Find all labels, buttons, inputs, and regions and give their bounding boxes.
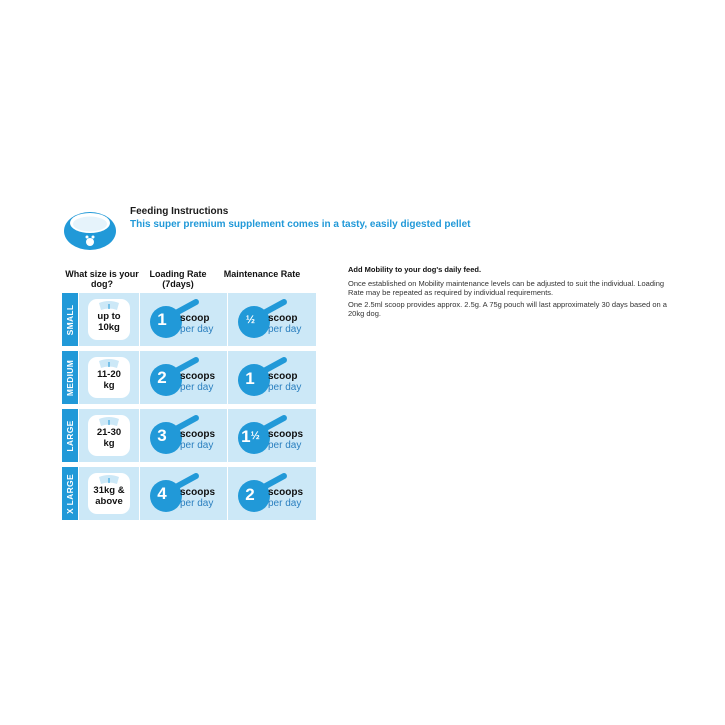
size-label-bar	[62, 293, 78, 346]
table-row	[62, 351, 316, 404]
maintenance-per-day: per day	[268, 382, 302, 393]
loading-per-day: per day	[180, 324, 214, 335]
weight-line-1: up to	[97, 311, 121, 322]
size-label-bar	[62, 409, 78, 462]
size-label-bar	[62, 351, 78, 404]
page-title: Feeding Instructions	[130, 206, 229, 217]
maintenance-per-day: per day	[268, 440, 302, 451]
maintenance-number	[232, 310, 268, 331]
table-row	[62, 293, 316, 346]
weight-cell	[79, 409, 139, 462]
weight-line-2: kg	[103, 380, 115, 391]
weight-range	[85, 369, 133, 391]
table-row	[62, 467, 316, 520]
weight-cell	[79, 293, 139, 346]
description-title: Add Mobility to your dog's daily feed.	[348, 265, 482, 274]
loading-rate-cell	[140, 293, 227, 346]
column-header-size: What size is your dog?	[65, 269, 139, 289]
maintenance-number	[232, 484, 268, 505]
loading-per-day: per day	[180, 440, 214, 451]
weight-range	[85, 485, 133, 507]
maintenance-fraction: ½	[245, 314, 255, 326]
loading-per-day: per day	[180, 382, 214, 393]
loading-number: 2	[157, 368, 167, 387]
dog-bowl-icon	[62, 205, 122, 255]
maintenance-rate-cell	[228, 467, 316, 520]
weight-line-1: 31kg &	[93, 485, 125, 496]
maintenance-unit: scoops	[268, 429, 304, 440]
column-header-loading: Loading Rate (7days)	[149, 269, 207, 289]
size-label: SMALL	[65, 304, 75, 335]
maintenance-number	[232, 368, 268, 389]
maintenance-number	[232, 426, 268, 447]
maintenance-unit: scoop	[268, 313, 298, 324]
maintenance-rate-cell	[228, 293, 316, 346]
maintenance-rate-cell	[228, 409, 316, 462]
weight-range	[85, 427, 133, 449]
weight-cell	[79, 351, 139, 404]
loading-number: 4	[157, 484, 167, 503]
size-label: LARGE	[65, 419, 75, 452]
weight-line-1: 11-20	[97, 369, 121, 380]
weight-cell	[79, 467, 139, 520]
description-paragraph-1: Once established on Mobility maintenance levels can be adjusted to suit the individual. Loading Rate may be repeated as required by individual requirements.	[348, 279, 665, 297]
loading-per-day: per day	[180, 498, 214, 509]
loading-unit: scoop	[180, 313, 210, 324]
weight-line-2: kg	[103, 438, 115, 449]
loading-rate-cell	[140, 351, 227, 404]
weight-line-2: above	[95, 496, 123, 507]
maintenance-fraction: ½	[250, 430, 259, 442]
maintenance-per-day: per day	[268, 324, 302, 335]
column-header-maintenance: Maintenance Rate	[223, 269, 301, 279]
loading-rate-cell	[140, 409, 227, 462]
weight-line-2: 10kg	[98, 322, 120, 333]
weight-range	[85, 311, 133, 333]
table-row	[62, 409, 316, 462]
weight-line-1: 21-30	[96, 427, 122, 438]
maintenance-whole: 1	[245, 369, 255, 388]
loading-rate-cell	[140, 467, 227, 520]
maintenance-rate-cell	[228, 351, 316, 404]
loading-unit: scoops	[180, 487, 216, 498]
size-label: MEDIUM	[65, 359, 75, 396]
loading-number: 3	[157, 426, 167, 445]
maintenance-unit: scoops	[268, 487, 304, 498]
loading-number: 1	[157, 310, 167, 329]
page-subtitle: This super premium supplement comes in a tasty, easily digested pellet	[130, 219, 471, 230]
loading-unit: scoops	[180, 429, 216, 440]
maintenance-per-day: per day	[268, 498, 302, 509]
description-paragraph-2: One 2.5ml scoop provides approx. 2.5g. A 75g pouch will last approximately 30 days based on a 20kg dog.	[348, 300, 667, 318]
loading-unit: scoops	[180, 371, 216, 382]
maintenance-unit: scoop	[268, 371, 298, 382]
maintenance-whole: 2	[245, 485, 255, 504]
size-label-bar	[62, 467, 78, 520]
maintenance-whole: 1	[241, 427, 251, 446]
size-label: X LARGE	[65, 473, 75, 514]
